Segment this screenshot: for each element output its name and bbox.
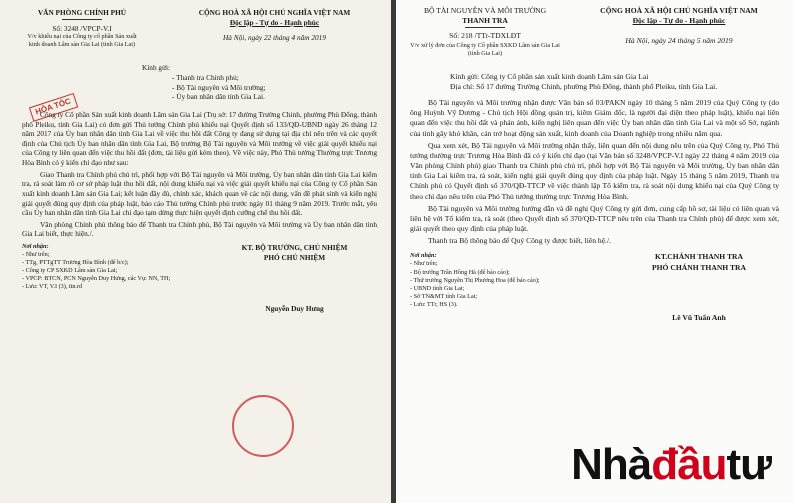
divider	[465, 27, 505, 28]
recv-label: Nơi nhận:	[22, 243, 49, 250]
right-header	[410, 6, 779, 58]
recv-item: - Thứ trưởng Nguyễn Thị Phương Hoa (để báo cáo);	[410, 276, 540, 284]
document-right	[396, 0, 793, 503]
left-agency: VĂN PHÒNG CHÍNH PHỦ	[37, 8, 127, 17]
signer-name: Nguyễn Duy Hưng	[265, 304, 324, 314]
document-left	[0, 0, 391, 503]
right-footer	[410, 252, 779, 323]
recv-item: - Sở TN&MT tỉnh Gia Lai;	[410, 292, 478, 300]
paragraph: Công ty Cổ phần Sản xuất kinh doanh Lâm sản Gia Lai (Trụ sở: 17 đường Trường Chinh, phường Phù Đổng, thành phố Pleiku, tỉnh Gia Lai) có đơn gửi Thủ tướng Chính phủ khiếu nại Quyết định số 133/QĐ-UBND ngày 26 tháng 12 năm 2017 của Ủy ban nhân dân tỉnh Gia Lai về việc thu hồi đất Công ty đang sử dụng tại địa chỉ nêu trên và các quyết định của Chủ tịch Ủy ban nhân dân tỉnh Gia Lai, Bộ trưởng Bộ Tài nguyên và Môi trường về việc giải quyết khiếu nại của Công ty liên quan đến việc thu hồi đất (đơn, tài liệu gửi kèm theo). Về việc này, Phó Thủ tướng Thường trực Trương Hòa Bình có ý kiến chỉ đạo như sau:	[22, 109, 377, 167]
left-country: CỘNG HOÀ XÃ HỘI CHỦ NGHĨA VIỆT NAM	[198, 8, 351, 17]
right-agency-2: THANH TRA	[462, 16, 508, 26]
urgent-stamp: HỎA TỐC	[29, 93, 78, 121]
left-recv-block	[22, 243, 187, 314]
left-subject: V/v khiếu nại của Công ty cổ phần Sản xuất kinh doanh Lâm sản Gia Lai (tỉnh Gia Lai)	[27, 33, 137, 49]
right-date: Hà Nội, ngày 24 tháng 5 năm 2019	[625, 36, 733, 46]
right-subject: V/v xử lý đơn của Công ty Cổ phần SXKD Lâm sản Gia Lai (tỉnh Gia Lai)	[410, 41, 560, 57]
left-sign-block	[212, 243, 377, 314]
paragraph: Qua xem xét, Bộ Tài nguyên và Môi trường nhận thấy, liên quan đến nội dung nêu trên của Quý Công ty, Phó Thủ tướng thường trực Trương Hòa Bình đã có ý kiến chỉ đạo (tại Văn bản số 3248/VPCP-V.I ngày 22 tháng 4 năm 2019 của Văn phòng Chính phủ) giao Thanh tra Chính phủ chủ trì, phối hợp với Bộ Tài nguyên và Môi trường, Ủy ban nhân dân tỉnh Gia Lai kiểm tra, rà soát, kiến nghị giải quyết đúng quy định của pháp luật. Ngày 15 tháng 5 năm 2019, Thanh tra Chính phủ có Quyết định số 370/QĐ-TTCP về việc thành lập Tổ kiểm tra, rà soát nội dung khiếu nại của Quý Công ty theo chỉ đạo nêu trên của Phó Thủ tướng thường trực Trương Hòa Bình.	[410, 140, 779, 201]
paragraph: Bộ Tài nguyên và Môi trường hướng dẫn và đề nghị Quý Công ty gửi đơn, cung cấp hồ sơ, tài liệu có liên quan và liên hệ với Tổ kiểm tra, rà soát (theo Quyết định số 370/QĐ-TTCP nêu trên của Thanh tra Chính phủ) để được xem xét, giải quyết theo quy định của pháp luật.	[410, 203, 779, 234]
right-greeting: Kính gửi: Công ty Cổ phần sản xuất kinh doanh Lâm sản Gia Lai	[450, 71, 649, 81]
recipient: - Bộ Tài nguyên và Môi trường;	[172, 82, 266, 92]
divider	[62, 19, 102, 20]
paragraph: Thanh tra Bộ thông báo để Quý Công ty được biết, liên hệ./.	[428, 236, 611, 246]
left-footer	[22, 243, 377, 314]
right-body	[410, 98, 779, 246]
recipient: - Thanh tra Chính phủ;	[172, 73, 239, 82]
recv-item: - Như trên;	[22, 251, 50, 259]
right-address: Địa chỉ: Số 17 đường Trường Chinh, phường Phù Đổng, thành phố Pleiku, tỉnh Gia Lai.	[450, 81, 718, 91]
left-body	[22, 110, 377, 239]
recv-item: - Lưu: VT, V.I (3), ttn.rd	[22, 283, 83, 291]
sign-title: KT.CHÁNH THANH TRA	[655, 252, 743, 262]
left-greeting: Kính gửi:	[142, 63, 171, 73]
left-date: Hà Nội, ngày 22 tháng 4 năm 2019	[223, 33, 326, 43]
recv-item: - VPCP: BTCN, PCN Nguyễn Duy Hưng, các Vụ: NN, TH;	[22, 275, 171, 283]
recv-label: Nơi nhận:	[410, 252, 437, 260]
nhadautu-watermark	[571, 436, 771, 495]
recv-item: - Như trên;	[410, 260, 438, 268]
recipient: - Ủy ban nhân dân tỉnh Gia Lai.	[172, 92, 265, 102]
watermark-part: đầu	[651, 440, 727, 490]
right-agency-1: BỘ TÀI NGUYÊN VÀ MÔI TRƯỜNG	[423, 6, 547, 15]
paragraph: Giao Thanh tra Chính phủ chủ trì, phối hợp với Bộ Tài nguyên và Môi trường, Ủy ban nhân dân tỉnh Gia Lai kiểm tra, rà soát làm rõ cơ sở pháp luật thu hồi đất, nội dung khiếu nại và việc giải quyết khiếu nại của Công ty Cổ phần Sản xuất kinh doanh Lâm sản Gia Lai; kết luận đầy đủ, chính xác, khách quan về các nội dung, vấn đề phát sinh và kiến nghị giải quyết đúng quy định của pháp luật, báo cáo Thủ tướng Chính phủ trước ngày 01 tháng 9 năm 2019. Trước mắt, yêu cầu Ủy ban nhân dân tỉnh Gia Lai chỉ đạo tạm dừng thực hiện quyết định cưỡng chế thu hồi đất.	[22, 169, 377, 218]
watermark-part: tư	[726, 440, 771, 490]
recv-item: - Lưu: TTr, HS (3).	[410, 300, 458, 308]
right-motto: Độc lập - Tự do - Hạnh phúc	[632, 16, 726, 26]
right-recv-block	[410, 252, 590, 323]
paragraph: Bộ Tài nguyên và Môi trường nhận được Văn bản số 03/PAKN ngày 10 tháng 5 năm 2019 của Quý Công ty (do ông Huỳnh Vỹ Dương - Chủ tịch Hội đồng quản trị, kiêm Giám đốc, là người đại diện theo pháp luật), khiếu nại liên quan đến việc thu hồi đất và phản ánh, kiến nghị liên quan đến việc Ủy ban nhân dân tỉnh Gia Lai và một số Sở, ngành của tỉnh gây khó khăn, cản trở hoạt động sản xuất, kinh doanh của Doanh nghiệp trong nhiều năm qua.	[410, 97, 779, 138]
sign-title: PHÓ CHỦ NHIỆM	[263, 252, 326, 262]
left-recipients	[172, 73, 377, 102]
sign-title: KT. BỘ TRƯỞNG, CHỦ NHIỆM	[241, 243, 348, 252]
right-sign-block	[619, 252, 779, 323]
right-country: CỘNG HOÀ XÃ HỘI CHỦ NGHĨA VIỆT NAM	[600, 6, 758, 15]
left-header	[22, 8, 377, 49]
left-doc-no: Số: 3248 /VPCP-V.I	[52, 23, 112, 33]
recv-item: - TTg, PTTgTT Trương Hòa Bình (để b/c);	[22, 259, 129, 267]
paragraph: Văn phòng Chính phủ thông báo để Thanh tra Chính phủ, Bộ Tài nguyên và Môi trường và Ủy ban nhân dân tỉnh Gia Lai biết, thực hiện./.	[22, 219, 377, 239]
sign-title: PHÓ CHÁNH THANH TRA	[651, 262, 747, 272]
watermark-part: Nhà	[571, 440, 652, 490]
left-motto: Độc lập - Tự do - Hạnh phúc	[229, 17, 320, 27]
right-doc-no: Số: 218 /TTr-TDXLĐT	[449, 31, 521, 41]
signer-name: Lê Vũ Tuấn Anh	[672, 312, 726, 322]
recv-item: - Công ty CP SXKD Lâm sản Gia Lai;	[22, 267, 118, 275]
recv-item: - UBND tỉnh Gia Lai;	[410, 284, 465, 292]
recv-item: - Bộ trưởng Trần Hồng Hà (để báo cáo);	[410, 268, 510, 276]
red-seal	[232, 395, 294, 457]
